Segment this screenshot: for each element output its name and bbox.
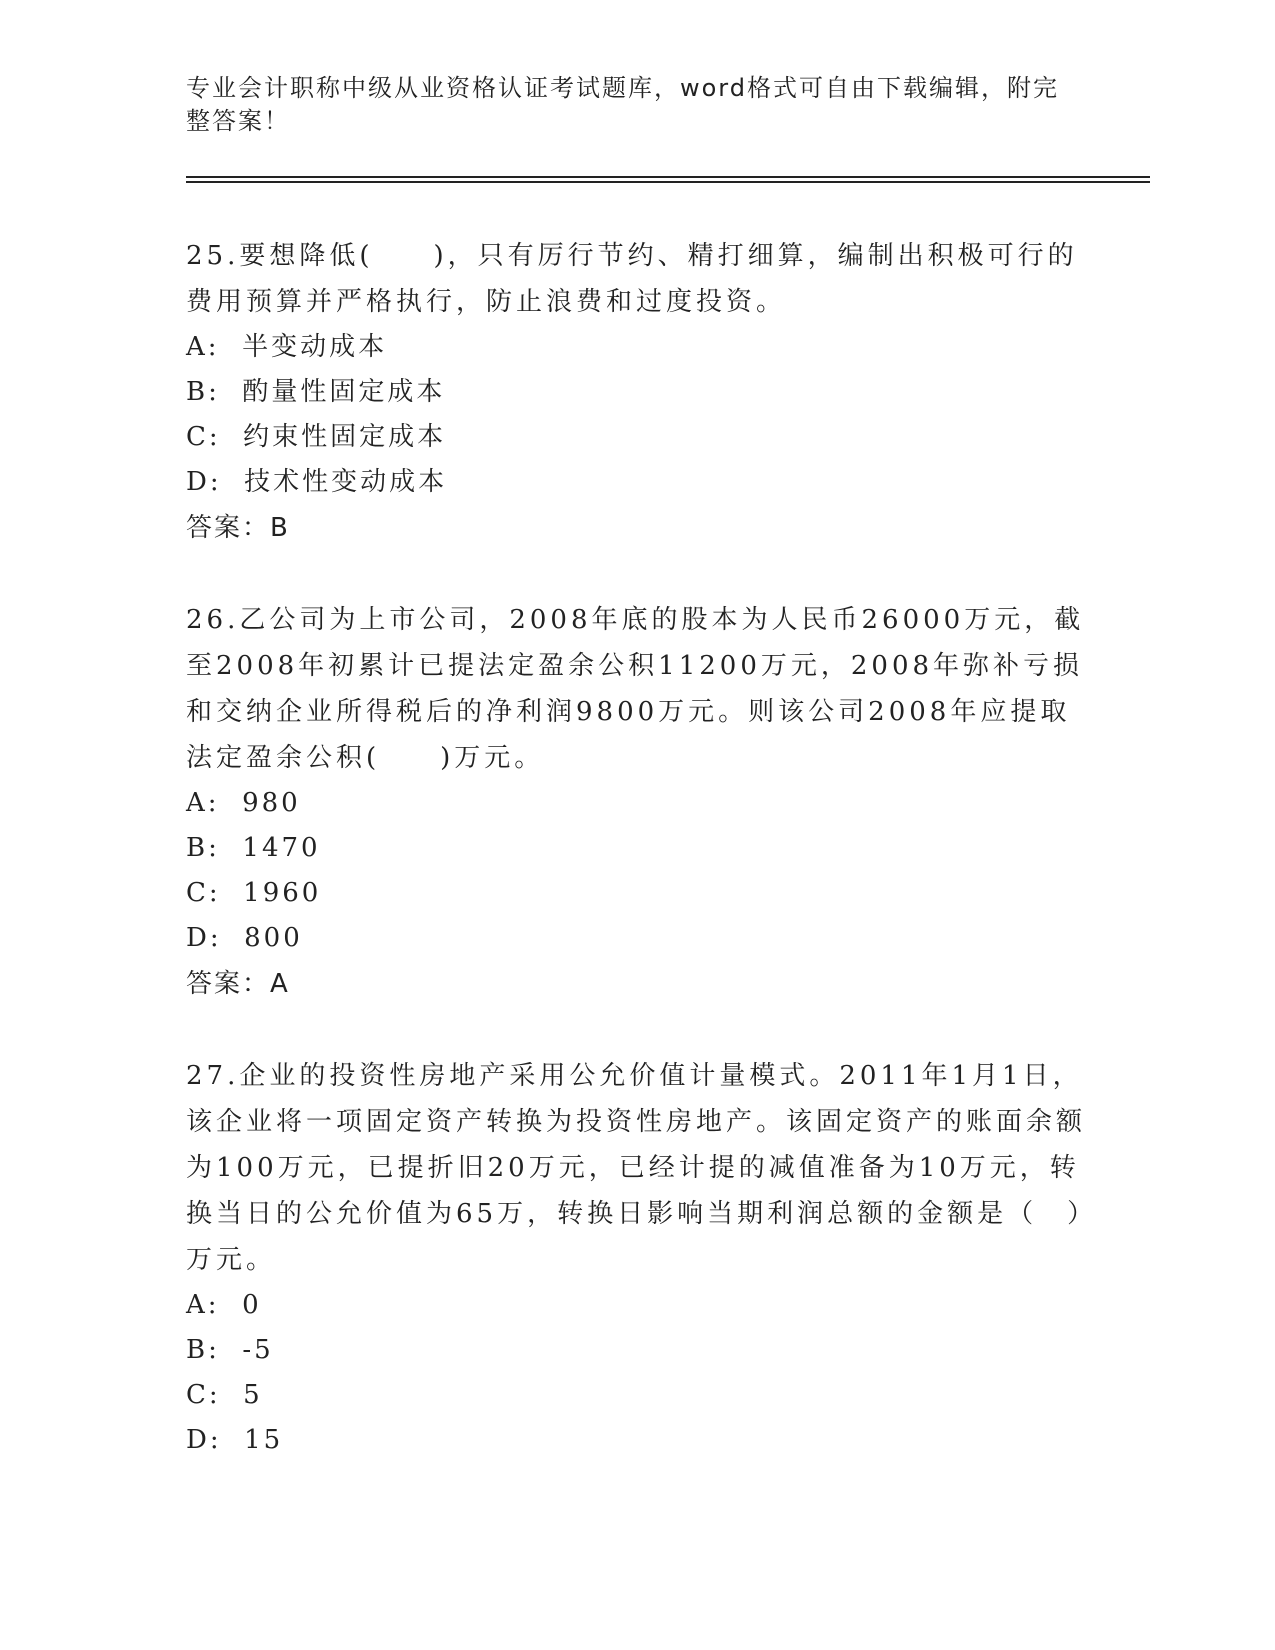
question-text: 26.乙公司为上市公司，2008年底的股本为人民币26000万元，截至2008年初累计已提法定盈余公积11200万元，2008年弥补亏损和交纳企业所得税后的净利润9800万元。则该公司2008年应提取法定盈余公积( )万元。 xyxy=(186,605,1085,773)
option-c: C: 1960 xyxy=(186,878,322,908)
question-27 xyxy=(186,1053,1086,1463)
document-header: 专业会计职称中级从业资格认证考试题库，word格式可自由下载编辑，附完整答案！ xyxy=(186,74,1059,135)
question-text: 27.企业的投资性房地产采用公允价值计量模式。2011年1月1日，该企业将一项固定资产转换为投资性房地产。该固定资产的账面余额为100万元，已提折旧20万元，已经计提的减值准备为10万元，转换当日的公允价值为65万，转换日影响当期利润总额的金额是（ ）万元。 xyxy=(186,1061,1087,1275)
option-a: A: 980 xyxy=(186,788,301,818)
header-rule-top xyxy=(186,176,1150,178)
answer: 答案：A xyxy=(186,969,290,999)
option-d: D: 15 xyxy=(186,1425,284,1455)
option-a: A: 半变动成本 xyxy=(186,332,388,362)
option-b: B: 1470 xyxy=(186,833,321,863)
option-d: D: 800 xyxy=(186,923,303,953)
header-rule-bottom xyxy=(186,181,1150,183)
option-a: A: 0 xyxy=(186,1290,262,1320)
option-c: C: 约束性固定成本 xyxy=(186,422,447,452)
question-25 xyxy=(186,233,1086,551)
option-d: D: 技术性变动成本 xyxy=(186,467,448,497)
option-c: C: 5 xyxy=(186,1380,263,1410)
question-26 xyxy=(186,597,1086,1007)
option-b: B: 酌量性固定成本 xyxy=(186,377,446,407)
answer: 答案：B xyxy=(186,513,290,543)
option-b: B: -5 xyxy=(186,1335,274,1365)
question-text: 25.要想降低( )，只有厉行节约、精打细算，编制出积极可行的费用预算并严格执行，防止浪费和过度投资。 xyxy=(186,241,1078,317)
